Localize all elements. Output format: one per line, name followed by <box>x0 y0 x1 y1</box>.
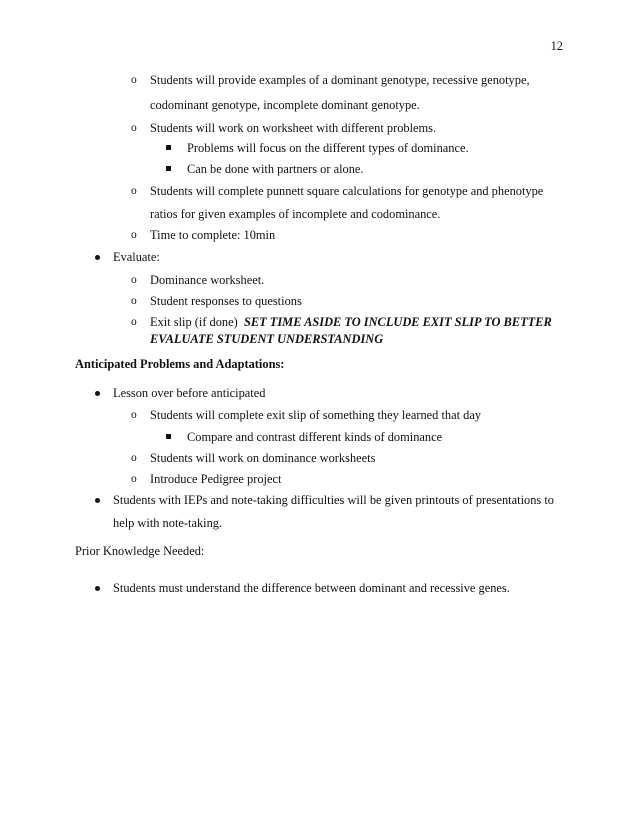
list-item: Students will complete punnett square calculations for genotype and phenotype <box>150 184 544 198</box>
emphasis-note-continuation: EVALUATE STUDENT UNDERSTANDING <box>150 332 384 346</box>
bullet-icon <box>95 255 100 260</box>
list-item-continuation: ratios for given examples of incomplete and codominance. <box>150 207 441 221</box>
list-item: Students with IEPs and note-taking difficulties will be given printouts of presentations to <box>113 493 554 507</box>
square-bullet-icon <box>166 434 171 439</box>
sub-bullet-marker: o <box>131 473 137 485</box>
square-bullet-icon <box>166 145 171 150</box>
list-item: Time to complete: 10min <box>150 228 276 242</box>
list-item-continuation: help with note-taking. <box>113 516 223 530</box>
list-item <box>150 314 552 330</box>
bullet-icon <box>95 391 100 396</box>
exit-slip-text: Exit slip (if done) <box>150 315 238 329</box>
list-item: Students will work on dominance worksheets <box>150 451 376 465</box>
list-item: Introduce Pedigree project <box>150 472 282 486</box>
list-item: Evaluate: <box>113 250 160 264</box>
list-item-continuation: codominant genotype, incomplete dominant genotype. <box>150 98 420 112</box>
list-item: Student responses to questions <box>150 294 302 308</box>
sub-bullet-marker: o <box>131 122 137 134</box>
list-item: Students must understand the difference between dominant and recessive genes. <box>113 581 510 595</box>
bullet-icon <box>95 586 100 591</box>
square-bullet-icon <box>166 166 171 171</box>
list-item: Lesson over before anticipated <box>113 386 266 400</box>
sub-bullet-marker: o <box>131 74 137 86</box>
sub-bullet-marker: o <box>131 295 137 307</box>
list-item: Students will complete exit slip of something they learned that day <box>150 408 482 422</box>
page-number: 12 <box>550 39 563 53</box>
sub-bullet-marker: o <box>131 229 137 241</box>
list-item: Can be done with partners or alone. <box>187 162 364 176</box>
list-item: Students will provide examples of a dominant genotype, recessive genotype, <box>150 73 530 87</box>
sub-bullet-marker: o <box>131 185 137 197</box>
bullet-icon <box>95 498 100 503</box>
emphasis-note: SET TIME ASIDE TO INCLUDE EXIT SLIP TO BETTER <box>243 315 552 329</box>
sub-bullet-marker: o <box>131 452 137 464</box>
section-heading: Prior Knowledge Needed: <box>75 544 205 558</box>
list-item: Students will work on worksheet with different problems. <box>150 121 437 135</box>
section-heading: Anticipated Problems and Adaptations: <box>75 357 285 371</box>
sub-bullet-marker: o <box>131 274 137 286</box>
list-item: Dominance worksheet. <box>150 273 265 287</box>
sub-bullet-marker: o <box>131 316 137 328</box>
sub-bullet-marker: o <box>131 409 137 421</box>
list-item: Compare and contrast different kinds of dominance <box>187 430 443 444</box>
list-item: Problems will focus on the different types of dominance. <box>187 141 469 155</box>
